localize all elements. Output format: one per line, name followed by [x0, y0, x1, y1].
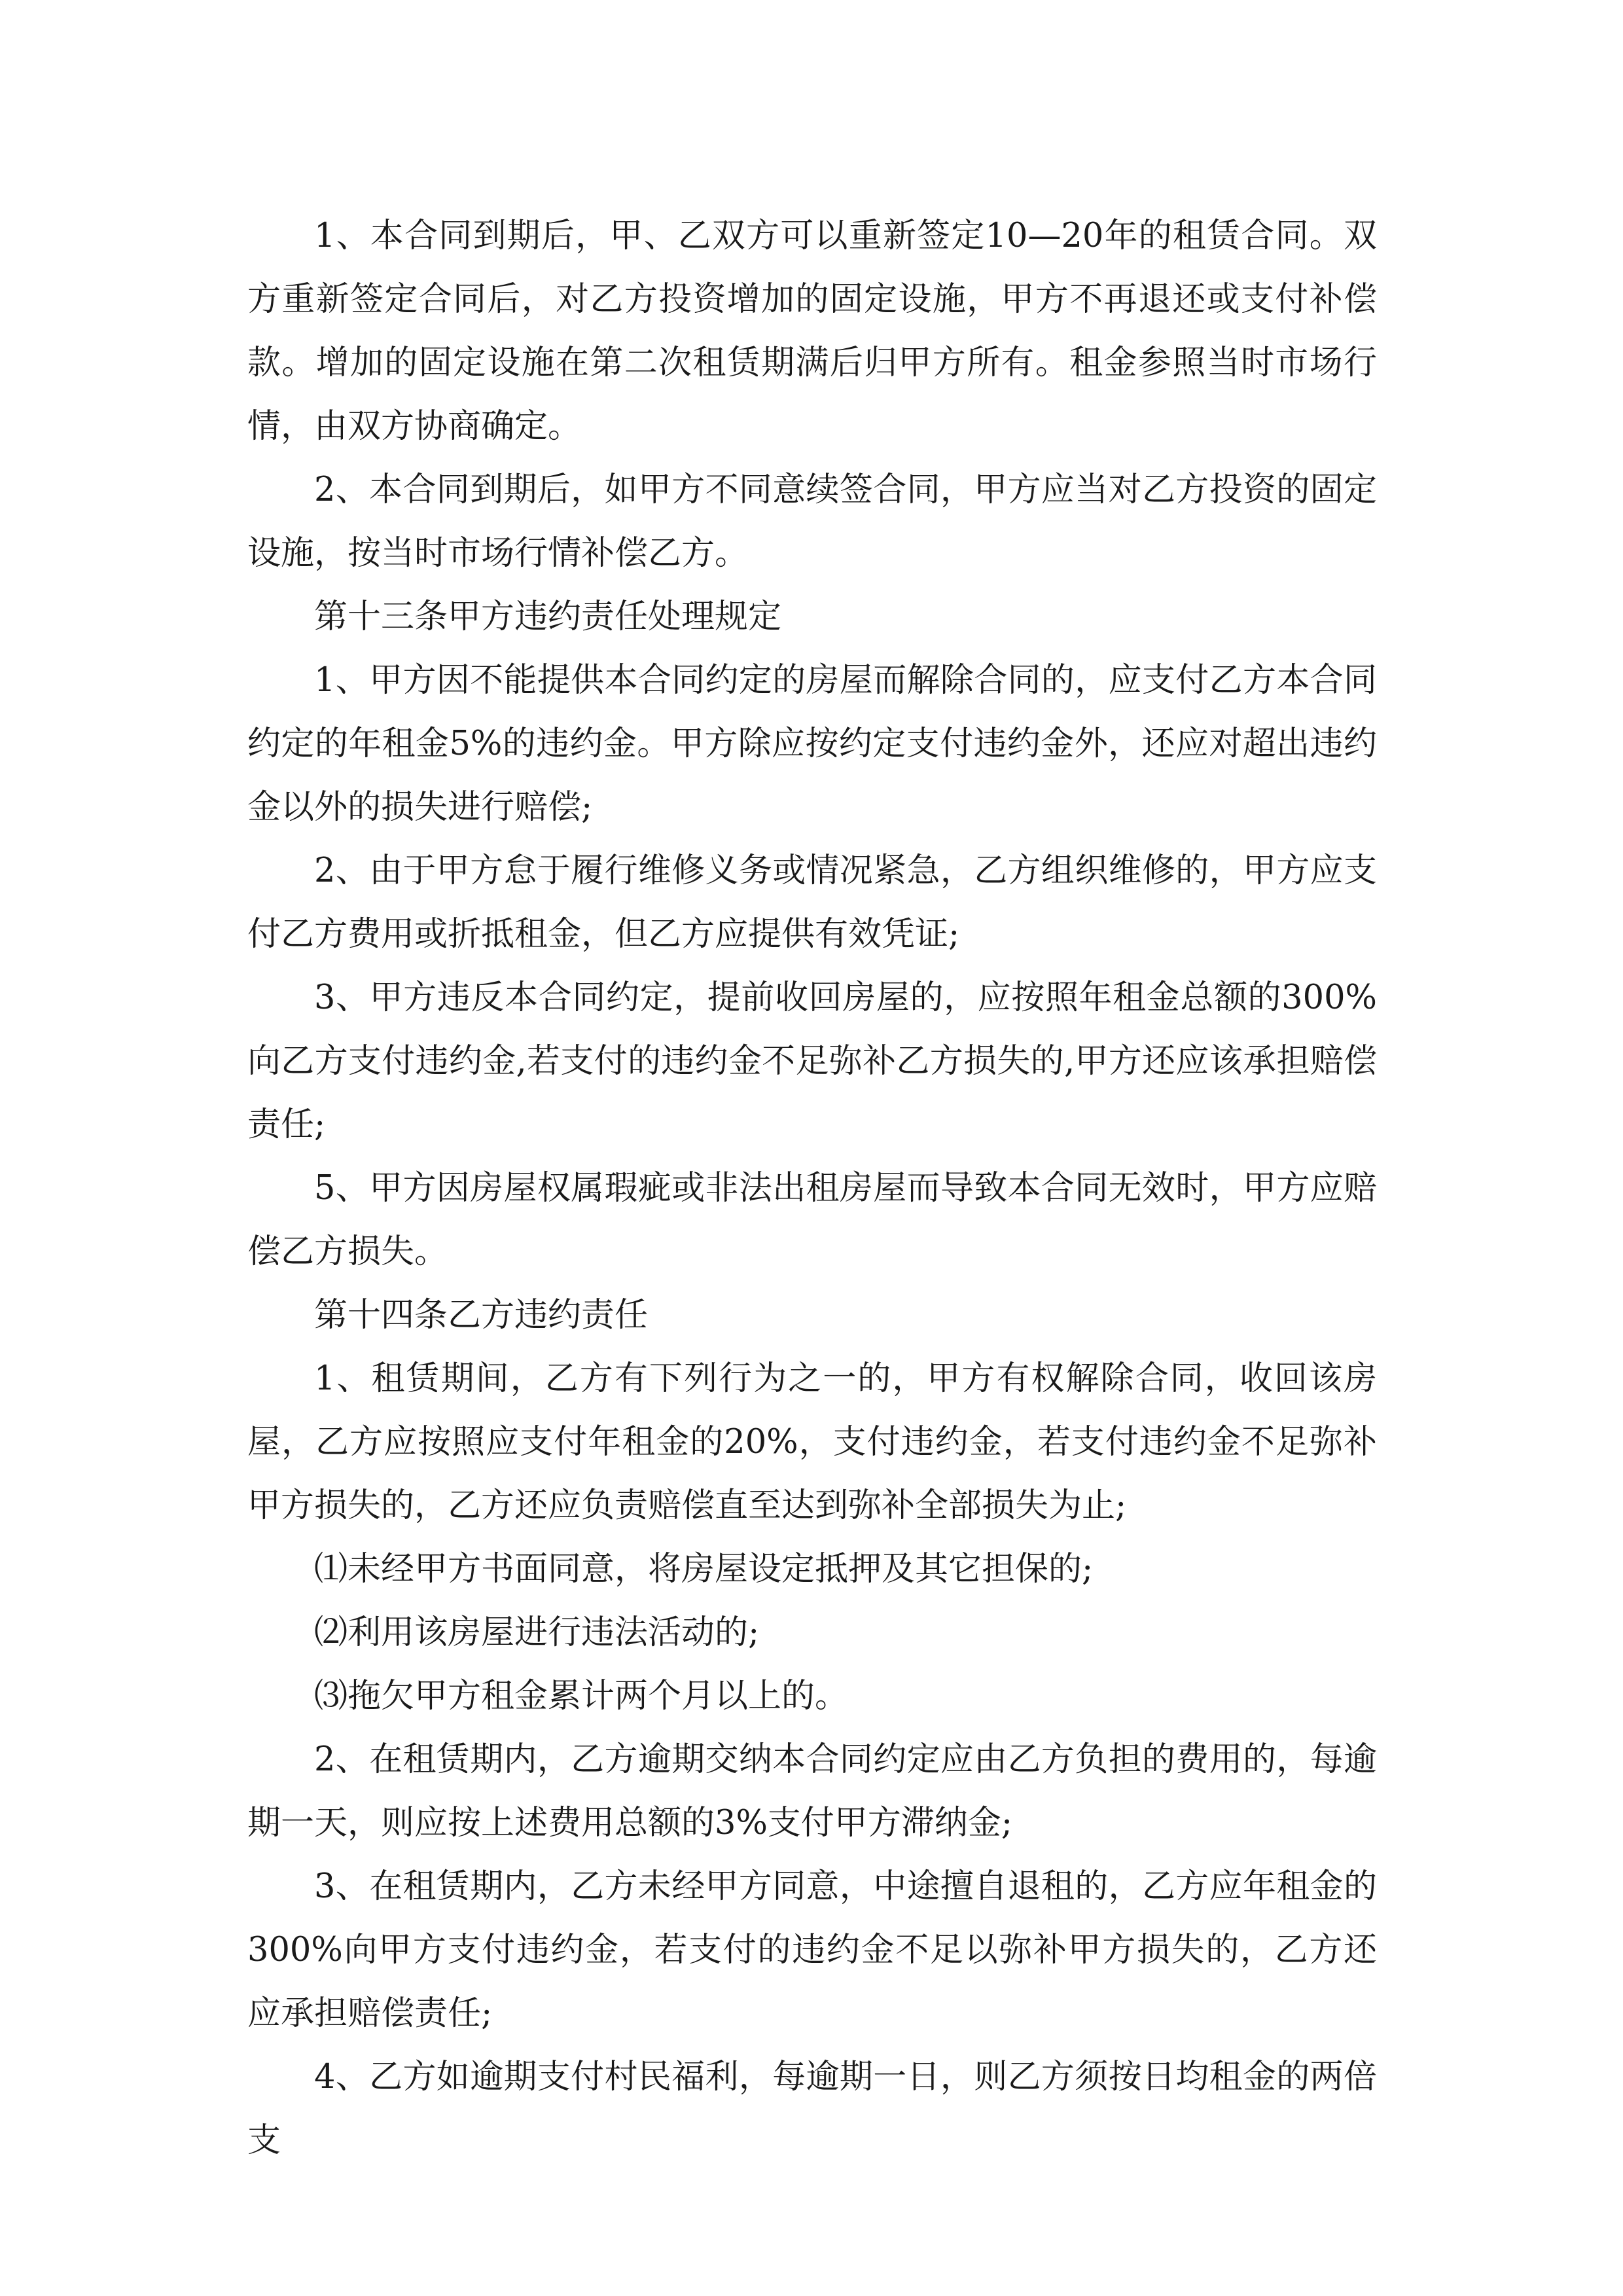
paragraph-lessee-breach-3: 3、在租赁期内，乙方未经甲方同意，中途擅自退租的，乙方应年租金的300%向甲方支付违约金，若支付的违约金不足以弥补甲方损失的，乙方还应承担赔偿责任; — [247, 1867, 1377, 2033]
paragraph-renewal-clause-1: 1、本合同到期后，甲、乙双方可以重新签定10—20年的租赁合同。双方重新签定合同后，对乙方投资增加的固定设施，甲方不再退还或支付补偿款。增加的固定设施在第二次租赁期满后归甲方所有。租金参照当时市场行情，由双方协商确定。 — [247, 217, 1377, 446]
paragraph-lessor-breach-2: 2、由于甲方怠于履行维修义务或情况紧急，乙方组织维修的，甲方应支付乙方费用或折抵租金，但乙方应提供有效凭证; — [247, 852, 1377, 954]
paragraph-lessee-breach-2: 2、在租赁期内，乙方逾期交纳本合同约定应由乙方负担的费用的，每逾期一天，则应按上述费用总额的3%支付甲方滞纳金; — [247, 1740, 1377, 1842]
paragraph-lessee-breach-item-2: ⑵利用该房屋进行违法活动的; — [314, 1613, 760, 1652]
paragraph-lessor-breach-3: 3、甲方违反本合同约定，提前收回房屋的，应按照年租金总额的300%向乙方支付违约金,若支付的违约金不足弥补乙方损失的,甲方还应该承担赔偿责任; — [247, 978, 1377, 1144]
article-13-heading: 第十三条甲方违约责任处理规定 — [314, 598, 782, 636]
paragraph-lessee-breach-item-1: ⑴未经甲方书面同意，将房屋设定抵押及其它担保的; — [314, 1550, 1094, 1588]
paragraph-lessee-breach-item-3: ⑶拖欠甲方租金累计两个月以上的。 — [314, 1677, 849, 1715]
article-14-heading: 第十四条乙方违约责任 — [314, 1296, 649, 1335]
paragraph-renewal-clause-2: 2、本合同到期后，如甲方不同意续签合同，甲方应当对乙方投资的固定设施，按当时市场行情补偿乙方。 — [247, 471, 1377, 573]
document-body — [247, 204, 1377, 2172]
paragraph-lessee-breach-1: 1、租赁期间，乙方有下列行为之一的，甲方有权解除合同，收回该房屋，乙方应按照应支付年租金的20%，支付违约金，若支付违约金不足弥补甲方损失的，乙方还应负责赔偿直至达到弥补全部损失为止; — [247, 1359, 1377, 1525]
paragraph-lessor-breach-1: 1、甲方因不能提供本合同约定的房屋而解除合同的，应支付乙方本合同约定的年租金5%的违约金。甲方除应按约定支付违约金外，还应对超出违约金以外的损失进行赔偿; — [247, 661, 1377, 827]
paragraph-lessor-breach-5: 5、甲方因房屋权属瑕疵或非法出租房屋而导致本合同无效时，甲方应赔偿乙方损失。 — [247, 1169, 1377, 1271]
paragraph-lessee-breach-4: 4、乙方如逾期支付村民福利，每逾期一日，则乙方须按日均租金的两倍支 — [247, 2058, 1377, 2160]
